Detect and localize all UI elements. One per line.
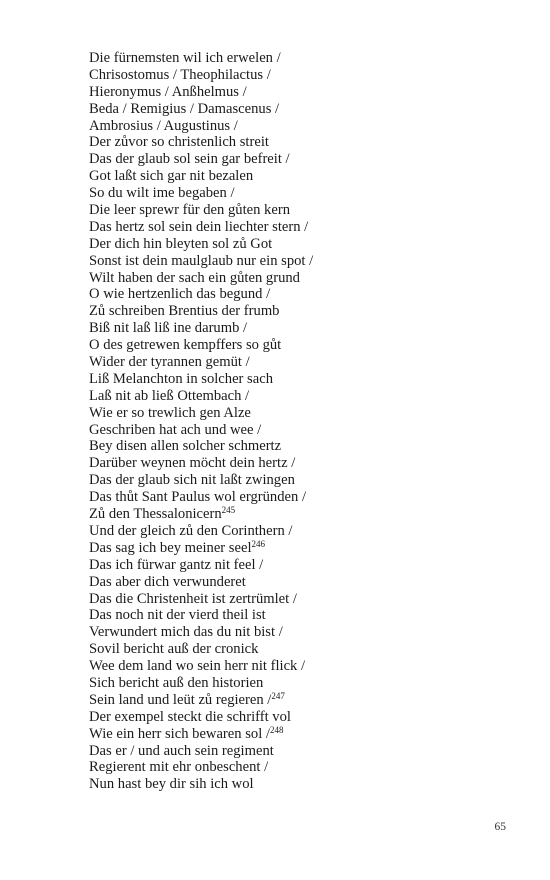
verse-line-text: Wie ein herr sich bewaren sol / xyxy=(89,725,270,742)
verse-line-text: O wie hertzenlich das begund / xyxy=(89,286,271,303)
verse-line xyxy=(89,118,313,135)
verse-line xyxy=(89,202,313,219)
verse-line-text: Nun hast bey dir sih ich wol xyxy=(89,776,254,793)
verse-line-text: Das der glaub sich nit laßt zwingen xyxy=(89,472,295,489)
verse-line xyxy=(89,422,313,439)
verse-line xyxy=(89,438,313,455)
verse-line-text: Laß nit ab ließ Ottembach / xyxy=(89,387,250,404)
verse-line xyxy=(89,236,313,253)
verse-line xyxy=(89,455,313,472)
verse-line xyxy=(89,591,313,608)
verse-line xyxy=(89,658,313,675)
verse-line xyxy=(89,523,313,540)
verse-line xyxy=(89,574,313,591)
verse-line-text: Das thůt Sant Paulus wol ergründen / xyxy=(89,489,306,506)
verse-line-text: Wider der tyrannen gemüt / xyxy=(89,354,250,371)
verse-line-text: Liß Melanchton in solcher sach xyxy=(89,370,273,387)
verse-line xyxy=(89,709,313,726)
verse-line-text: O des getrewen kempffers so gůt xyxy=(89,337,282,354)
verse-line-text: Sonst ist dein maulglaub nur ein spot / xyxy=(89,252,314,269)
verse-line-text: Die fürnemsten wil ich erwelen / xyxy=(89,50,281,66)
verse-line xyxy=(89,405,313,422)
verse-line-text: Das der glaub sol sein gar befreit / xyxy=(89,151,290,168)
verse-line-text: Zů den Thessalonicern xyxy=(89,506,222,523)
verse-line xyxy=(89,506,313,523)
footnote-marker[interactable]: 248 xyxy=(269,724,284,735)
verse-line-text: Die leer sprewr für den gůten kern xyxy=(89,202,290,219)
verse-line xyxy=(89,489,313,506)
verse-line-text: Sein land und leüt zů regieren / xyxy=(89,691,272,708)
verse-line-text: So du wilt ime begaben / xyxy=(89,185,235,202)
verse-line-text: Beda / Remigius / Damascenus / xyxy=(89,100,280,117)
verse-line xyxy=(89,168,313,185)
verse-line-text: Zů schreiben Brentius der frumb xyxy=(89,303,280,320)
footnote-marker[interactable]: 245 xyxy=(221,505,236,516)
verse-line xyxy=(89,540,313,557)
footnote-marker[interactable]: 246 xyxy=(251,538,265,549)
verse-line-text: Chrisostomus / Theophilactus / xyxy=(89,66,271,83)
verse-line-text: Das die Christenheit ist zertrümlet / xyxy=(89,590,297,607)
verse-line xyxy=(89,101,313,118)
verse-line xyxy=(89,388,313,405)
verse-line-text: Das aber dich verwunderet xyxy=(89,573,246,590)
verse-line xyxy=(89,354,313,371)
verse-line-text: Sich bericht auß den historien xyxy=(89,674,264,691)
verse-line xyxy=(89,337,313,354)
verse-line xyxy=(89,320,313,337)
verse-line-text: Wie er so trewlich gen Alze xyxy=(89,404,251,421)
verse-line-text: Darüber weynen möcht dein hertz / xyxy=(89,455,296,472)
verse-line-text: Und der gleich zů den Corinthern / xyxy=(89,522,293,539)
verse-line-text: Ambrosius / Augustinus / xyxy=(89,117,238,134)
verse-line xyxy=(89,743,313,760)
verse-line xyxy=(89,67,313,84)
verse-line xyxy=(89,472,313,489)
verse-line-text: Der exempel steckt die schrifft vol xyxy=(89,708,291,725)
verse-block xyxy=(89,50,313,793)
verse-line-text: Wee dem land wo sein herr nit flick / xyxy=(89,658,306,675)
verse-line-text: Sovil bericht auß der cronick xyxy=(89,641,259,658)
verse-line-text: Regierent mit ehr onbeschent / xyxy=(89,759,269,776)
verse-line xyxy=(89,371,313,388)
verse-line xyxy=(89,286,313,303)
verse-line xyxy=(89,50,313,67)
verse-line-text: Bey disen allen solcher schmertz xyxy=(89,438,282,455)
footnote-marker[interactable]: 247 xyxy=(271,690,285,701)
verse-line xyxy=(89,134,313,151)
verse-line-text: Das er / und auch sein regiment xyxy=(89,742,274,759)
verse-line-text: Der dich hin bleyten sol zů Got xyxy=(89,235,273,252)
verse-line xyxy=(89,607,313,624)
verse-line-text: Got laßt sich gar nit bezalen xyxy=(89,168,254,185)
verse-line-text: Der zůvor so christenlich streit xyxy=(89,134,269,151)
verse-line xyxy=(89,776,313,793)
verse-line xyxy=(89,624,313,641)
verse-line-text: Wilt haben der sach ein gůten grund xyxy=(89,269,300,286)
verse-line xyxy=(89,759,313,776)
verse-line-text: Das sag ich bey meiner seel xyxy=(89,539,252,556)
verse-line-text: Biß nit laß liß ine darumb / xyxy=(89,320,248,337)
verse-line xyxy=(89,151,313,168)
verse-line xyxy=(89,675,313,692)
verse-line xyxy=(89,303,313,320)
verse-line-text: Verwundert mich das du nit bist / xyxy=(89,624,283,641)
verse-line xyxy=(89,270,313,287)
verse-line xyxy=(89,185,313,202)
verse-line xyxy=(89,219,313,236)
verse-line-text: Geschriben hat ach und wee / xyxy=(89,421,262,438)
verse-line xyxy=(89,726,313,743)
verse-line-text: Das noch nit der vierd theil ist xyxy=(89,607,266,624)
verse-line xyxy=(89,84,313,101)
verse-line-text: Das ich fürwar gantz nit feel / xyxy=(89,556,264,573)
verse-line xyxy=(89,253,313,270)
verse-line xyxy=(89,641,313,658)
verse-line-text: Hieronymus / Anßhelmus / xyxy=(89,83,247,100)
verse-line xyxy=(89,692,313,709)
verse-line-text: Das hertz sol sein dein liechter stern / xyxy=(89,218,309,235)
verse-line xyxy=(89,557,313,574)
page-number: 65 xyxy=(494,821,506,833)
